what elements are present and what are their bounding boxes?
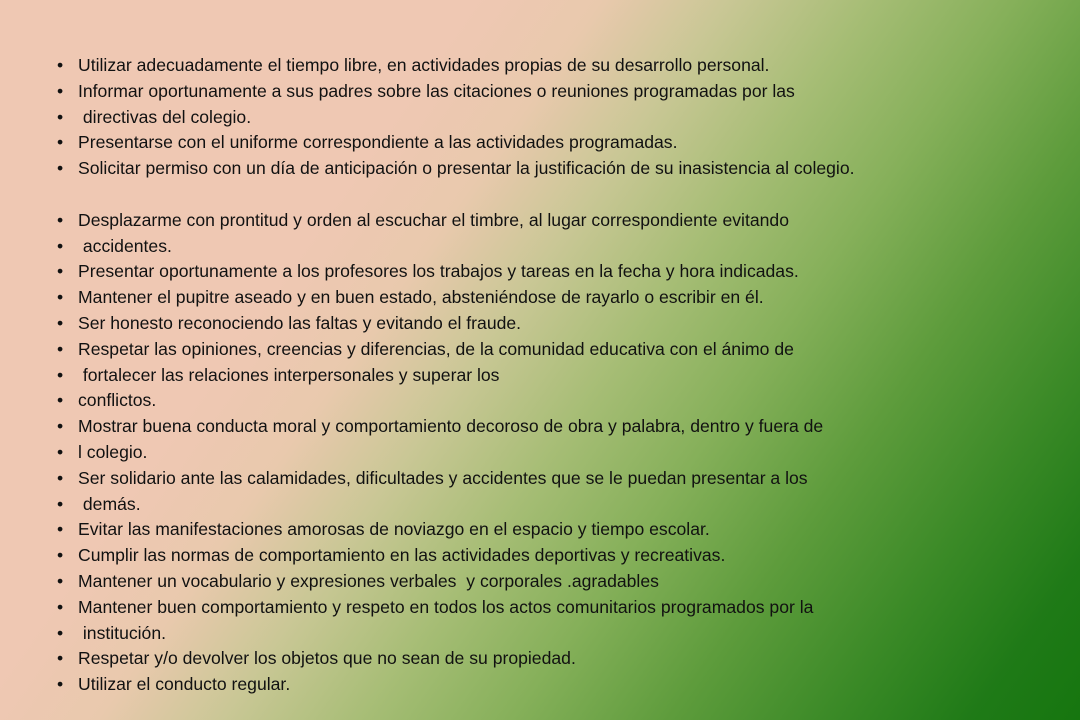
list-item-text: Presentar oportunamente a los profesores los trabajos y tareas en la fecha y hora indicadas. — [78, 261, 799, 282]
list-item-text: Mantener el pupitre aseado y en buen estado, absteniéndose de rayarlo o escribir en él. — [78, 287, 764, 308]
list-item-text: institución. — [78, 622, 167, 643]
list-item — [57, 363, 1057, 389]
bullet-marker: • — [57, 545, 64, 566]
list-item — [57, 595, 1057, 621]
list-item-text: Ser honesto reconociendo las faltas y evitando el fraude. — [78, 312, 522, 333]
list-item — [57, 621, 1057, 647]
list-item — [57, 440, 1057, 466]
bullet-marker: • — [57, 519, 64, 540]
list-item-text: demás. — [78, 493, 141, 514]
list-item — [57, 466, 1057, 492]
list-item-text: Mostrar buena conducta moral y comportamiento decoroso de obra y palabra, dentro y fuera de — [78, 416, 824, 437]
list-item — [57, 53, 1057, 79]
bullet-marker: • — [57, 55, 64, 75]
list-item-text: Utilizar el conducto regular. — [78, 674, 291, 695]
list-item — [57, 337, 1057, 363]
list-item — [57, 156, 1057, 182]
list-item-text: Presentarse con el uniforme correspondiente a las actividades programadas. — [78, 132, 678, 153]
list-item-text: Ser solidario ante las calamidades, dificultades y accidentes que se le puedan presentar a los — [78, 467, 808, 488]
bullet-marker: • — [57, 106, 64, 127]
bullet-marker: • — [57, 493, 64, 514]
list-item — [57, 388, 1057, 414]
list-item — [57, 543, 1057, 569]
bullet-marker: • — [57, 467, 64, 488]
list-item-text: Respetar las opiniones, creencias y diferencias, de la comunidad educativa con el ánimo de — [78, 338, 794, 359]
bullet-marker: • — [57, 261, 64, 282]
list-item-text: Utilizar adecuadamente el tiempo libre, en actividades propias de su desarrollo personal. — [78, 55, 770, 75]
list-item-text: l colegio. — [78, 441, 148, 462]
bullet-marker: • — [57, 338, 64, 359]
paragraph-spacer — [57, 182, 1057, 208]
bullet-marker: • — [57, 158, 64, 179]
list-item-text: conflictos. — [78, 390, 157, 411]
list-item-text: Mantener un vocabulario y expresiones verbales y corporales .agradables — [78, 570, 659, 591]
list-item — [57, 130, 1057, 156]
list-item-text: accidentes. — [78, 235, 172, 256]
list-item — [57, 105, 1057, 131]
list-item — [57, 672, 1057, 698]
list-item — [57, 569, 1057, 595]
list-item-text: Informar oportunamente a sus padres sobre las citaciones o reuniones programadas por las — [78, 80, 795, 101]
list-item — [57, 646, 1057, 672]
bullet-marker: • — [57, 312, 64, 333]
list-item — [57, 208, 1057, 234]
bullet-marker: • — [57, 441, 64, 462]
list-item-text: fortalecer las relaciones interpersonales y superar los — [78, 364, 500, 385]
bullet-marker: • — [57, 570, 64, 591]
bullet-marker: • — [57, 596, 64, 617]
bullet-marker: • — [57, 416, 64, 437]
bullet-list — [57, 53, 1057, 698]
list-item — [57, 492, 1057, 518]
bullet-marker: • — [57, 648, 64, 669]
list-item — [57, 311, 1057, 337]
bullet-marker: • — [57, 364, 64, 385]
bullet-marker: • — [57, 622, 64, 643]
list-item-text: Desplazarme con prontitud y orden al escuchar el timbre, al lugar correspondiente evitando — [78, 209, 789, 230]
list-item-text: Respetar y/o devolver los objetos que no sean de su propiedad. — [78, 648, 576, 669]
bullet-marker: • — [57, 132, 64, 153]
bullet-marker: • — [57, 674, 64, 695]
list-item-text: Mantener buen comportamiento y respeto en todos los actos comunitarios programados por la — [78, 596, 814, 617]
list-item — [57, 234, 1057, 260]
list-item — [57, 517, 1057, 543]
list-item — [57, 259, 1057, 285]
bullet-marker: • — [57, 390, 64, 411]
bullet-marker: • — [57, 209, 64, 230]
bullet-marker: • — [57, 80, 64, 101]
list-item — [57, 79, 1057, 105]
list-item-text: Evitar las manifestaciones amorosas de noviazgo en el espacio y tiempo escolar. — [78, 519, 710, 540]
bullet-marker: • — [57, 235, 64, 256]
list-item — [57, 285, 1057, 311]
list-item — [57, 414, 1057, 440]
list-item-text: directivas del colegio. — [78, 106, 252, 127]
bullet-marker: • — [57, 287, 64, 308]
list-item-text: Cumplir las normas de comportamiento en las actividades deportivas y recreativas. — [78, 545, 726, 566]
list-item-text: Solicitar permiso con un día de anticipación o presentar la justificación de su inasistencia al colegio. — [78, 158, 855, 179]
